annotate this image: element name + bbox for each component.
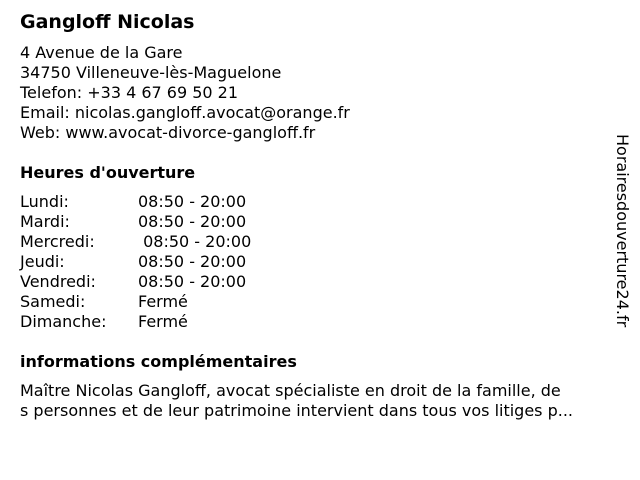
hours-day: Mardi:	[20, 212, 70, 231]
web-line: Web: www.avocat-divorce-gangloff.fr	[20, 123, 316, 142]
hours-day: Vendredi:	[20, 272, 96, 291]
hours-row	[20, 292, 610, 312]
hours-day: Dimanche:	[20, 312, 107, 331]
email-line: Email: nicolas.gangloff.avocat@orange.fr	[20, 103, 350, 122]
info-heading: informations complémentaires	[20, 352, 297, 371]
business-name: Gangloff Nicolas	[20, 11, 195, 33]
hours-time: Fermé	[138, 312, 188, 331]
hours-row	[20, 232, 610, 252]
hours-time: 08:50 - 20:00	[138, 272, 247, 291]
hours-heading: Heures d'ouverture	[20, 163, 196, 182]
hours-row	[20, 252, 610, 272]
hours-day: Mercredi:	[20, 232, 95, 251]
hours-time: 08:50 - 20:00	[138, 192, 247, 211]
hours-time: Fermé	[138, 292, 188, 311]
business-card	[20, 10, 610, 421]
hours-day: Lundi:	[20, 192, 69, 211]
address-line-1: 4 Avenue de la Gare	[20, 43, 183, 62]
hours-row	[20, 272, 610, 292]
site-watermark: Horairesdouverture24.fr	[613, 134, 632, 328]
hours-table	[20, 192, 610, 332]
hours-row	[20, 312, 610, 332]
hours-time: 08:50 - 20:00	[138, 212, 247, 231]
phone-line: Telefon: +33 4 67 69 50 21	[20, 83, 239, 102]
hours-row	[20, 212, 610, 232]
address-line-2: 34750 Villeneuve-lès-Maguelone	[20, 63, 282, 82]
hours-day: Jeudi:	[20, 252, 65, 271]
info-description	[20, 381, 620, 421]
hours-day: Samedi:	[20, 292, 86, 311]
hours-time: 08:50 - 20:00	[138, 232, 252, 251]
info-line-2: s personnes et de leur patrimoine intervient dans tous vos litiges p...	[20, 401, 574, 420]
hours-row	[20, 192, 610, 212]
hours-time: 08:50 - 20:00	[138, 252, 247, 271]
info-line-1: Maître Nicolas Gangloff, avocat spécialiste en droit de la famille, de	[20, 381, 561, 400]
